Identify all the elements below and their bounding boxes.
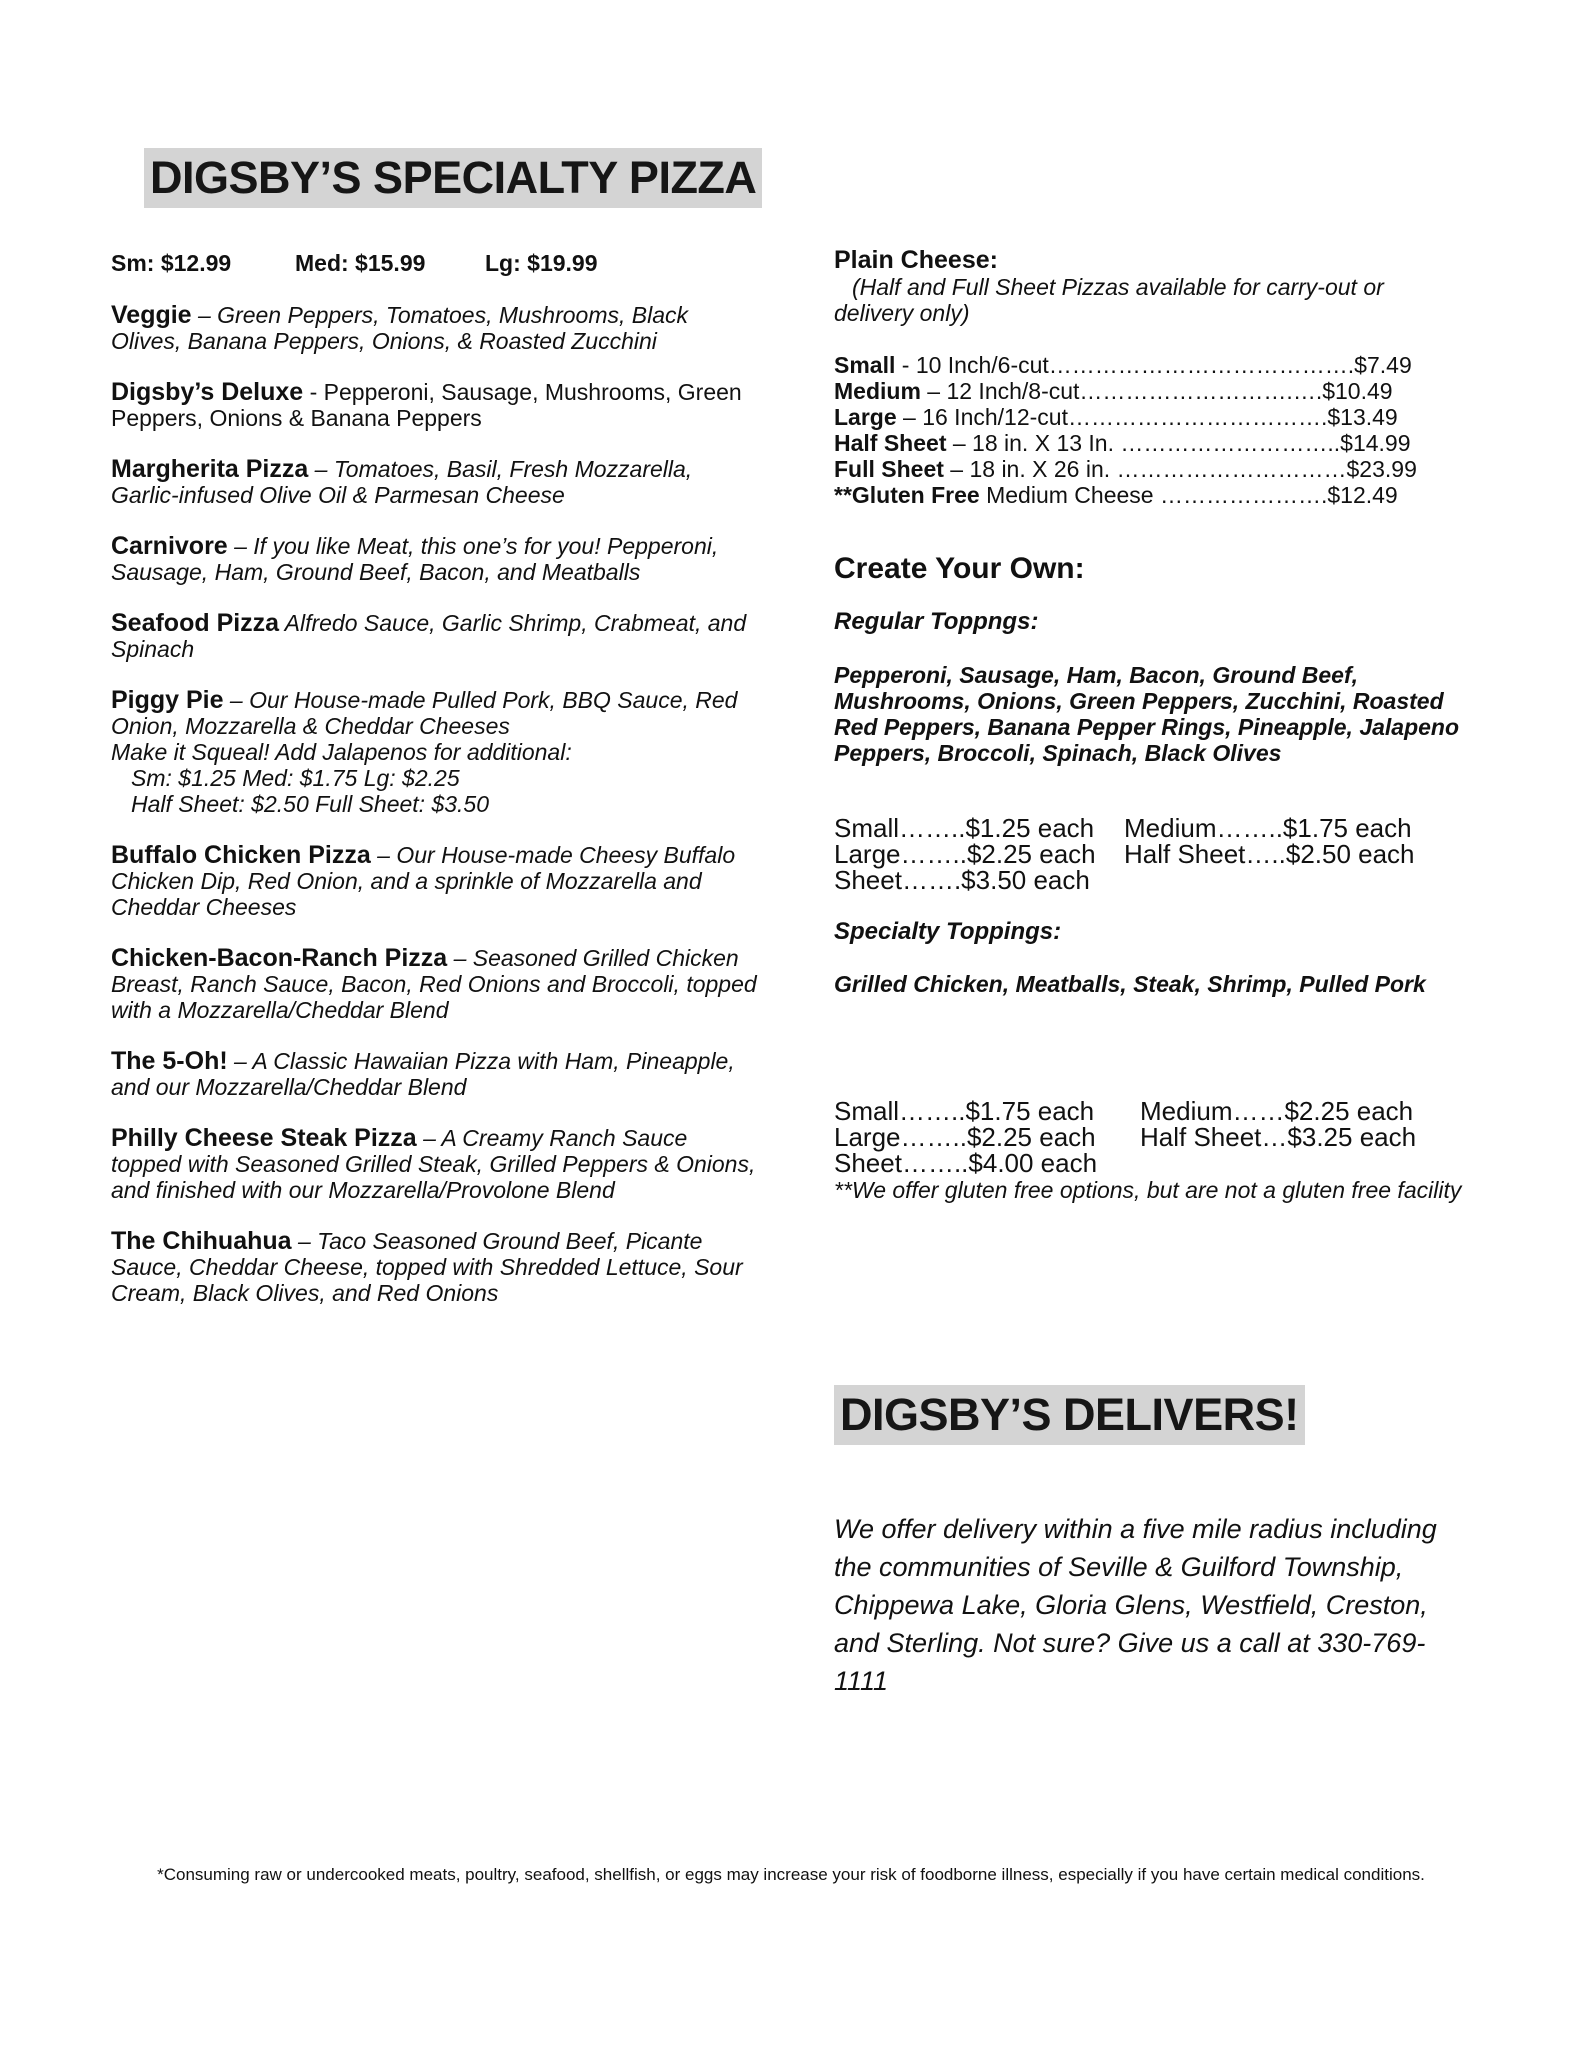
item-description: – A Classic Hawaiian Pizza with Ham, Pineapple, and our Mozzarella/Cheddar Blend xyxy=(111,1048,735,1100)
size-row-large xyxy=(834,404,1474,430)
price-large: Lg: $19.99 xyxy=(485,250,598,276)
size-label: **Gluten Free xyxy=(834,482,980,508)
plain-cheese-title: Plain Cheese: xyxy=(834,246,998,274)
food-safety-disclaimer: *Consuming raw or undercooked meats, poultry, seafood, shellfish, or eggs may increase your risk of foodborne illness, especially if you have certain medical conditions. xyxy=(157,1865,1425,1884)
delivery-info: We offer delivery within a five mile radius including the communities of Seville & Guilford Township, Chippewa Lake, Gloria Glens, Westfield, Creston, and Sterling. Not sure? Give us a call at 330-769-1111 xyxy=(834,1514,1437,1696)
item-description: – Our House-made Cheesy Buffalo Chicken Dip, Red Onion, and a sprinkle of Mozzarella and Cheddar Cheeses xyxy=(111,842,736,920)
item-name: Buffalo Chicken Pizza xyxy=(111,841,371,869)
size-row-small xyxy=(834,352,1474,378)
pizza-item-seafood xyxy=(111,610,761,662)
item-description: – Green Peppers, Tomatoes, Mushrooms, Black Olives, Banana Peppers, Onions, & Roasted Zucchini xyxy=(111,302,689,354)
jalapeno-addon-prices-2: Half Sheet: $2.50 Full Sheet: $3.50 xyxy=(131,791,490,817)
item-name: Piggy Pie xyxy=(111,686,224,714)
item-description: – Seasoned Grilled Chicken Breast, Ranch Sauce, Bacon, Red Onions and Broccoli, topped with a Mozzarella/Cheddar Blend xyxy=(111,945,757,1023)
item-name: Digsby’s Deluxe xyxy=(111,378,304,406)
regular-price-half-sheet: Half Sheet…..$2.50 each xyxy=(1124,839,1415,869)
item-description: – Taco Seasoned Ground Beef, Picante Sauce, Cheddar Cheese, topped with Shredded Lettuce, Sour Cream, Black Olives, and Red Onions xyxy=(111,1228,743,1306)
pizza-item-chicken-bacon-ranch xyxy=(111,945,761,1023)
size-price: – 18 in. X 13 In. ………………………..$14.99 xyxy=(946,430,1411,456)
size-label: Medium xyxy=(834,378,921,404)
item-name: The Chihuahua xyxy=(111,1227,292,1255)
item-description: – Our House-made Pulled Pork, BBQ Sauce, Red Onion, Mozzarella & Cheddar Cheeses xyxy=(111,687,738,739)
create-your-own-title: Create Your Own: xyxy=(834,552,1085,585)
specialty-price-sheet: Sheet……..$4.00 each xyxy=(834,1148,1098,1178)
regular-toppings-title: Regular Toppngs: xyxy=(834,608,1039,635)
plain-cheese-note-1: (Half and Full Sheet Pizzas available for carry-out or xyxy=(852,274,1384,300)
size-price: – 12 Inch/8-cut……………………….….$10.49 xyxy=(920,378,1393,404)
size-row-half-sheet xyxy=(834,430,1474,456)
item-description: Alfredo Sauce, Garlic Shrimp, Crabmeat, and Spinach xyxy=(111,610,747,662)
size-price: – 16 Inch/12-cut…………………………….$13.49 xyxy=(896,404,1398,430)
right-column xyxy=(834,0,1474,1696)
size-price: Medium Cheese ………………….$12.49 xyxy=(979,482,1398,508)
size-row-medium xyxy=(834,378,1474,404)
pizza-item-piggy-pie xyxy=(111,687,761,817)
specialty-price-line xyxy=(111,248,598,278)
item-name: Veggie xyxy=(111,301,192,329)
price-small: Sm: $12.99 xyxy=(111,250,232,276)
regular-toppings-prices xyxy=(834,815,1474,893)
gluten-free-note: **We offer gluten free options, but are not a gluten free facility xyxy=(834,1177,1462,1203)
specialty-toppings-prices xyxy=(834,1098,1474,1176)
plain-cheese-section xyxy=(834,246,1474,326)
item-name: Philly Cheese Steak Pizza xyxy=(111,1124,417,1152)
size-row-gluten-free xyxy=(834,482,1474,508)
item-name: Chicken-Bacon-Ranch Pizza xyxy=(111,944,448,972)
pizza-item-buffalo-chicken xyxy=(111,842,761,920)
size-label: Small xyxy=(834,352,896,378)
pizza-item-carnivore xyxy=(111,533,761,585)
size-label: Large xyxy=(834,404,897,430)
plain-cheese-sizes xyxy=(834,352,1474,508)
size-row-full-sheet xyxy=(834,456,1474,482)
regular-price-small: Small……..$1.25 each xyxy=(834,813,1095,843)
item-name: Carnivore xyxy=(111,532,228,560)
specialty-toppings-list: Grilled Chicken, Meatballs, Steak, Shrimp, Pulled Pork xyxy=(834,971,1426,997)
item-name: Seafood Pizza xyxy=(111,609,280,637)
size-price: - 10 Inch/6-cut………………………………….$7.49 xyxy=(895,352,1412,378)
regular-toppings-list: Pepperoni, Sausage, Ham, Bacon, Ground Beef, Mushrooms, Onions, Green Peppers, Zucchini, Roasted Red Peppers, Banana Pepper Rings, Pineapple, Jalapeno Peppers, Broccoli, Spinach, Black Olives xyxy=(834,662,1460,766)
item-description: - Pepperoni, Sausage, Mushrooms, Green Peppers, Onions & Banana Peppers xyxy=(111,379,742,431)
pizza-item-philly-cheese-steak xyxy=(111,1125,761,1203)
regular-price-medium: Medium……..$1.75 each xyxy=(1124,813,1412,843)
size-label: Half Sheet xyxy=(834,430,947,456)
pizza-list xyxy=(111,302,761,1331)
pizza-item-veggie xyxy=(111,302,761,354)
size-label: Full Sheet xyxy=(834,456,944,482)
price-medium: Med: $15.99 xyxy=(295,250,426,276)
jalapeno-addon-note: Make it Squeal! Add Jalapenos for additional: xyxy=(111,739,572,765)
specialty-price-medium: Medium……$2.25 each xyxy=(1140,1096,1414,1126)
item-name: Margherita Pizza xyxy=(111,455,309,483)
pizza-item-margherita xyxy=(111,456,761,508)
pizza-item-chihuahua xyxy=(111,1228,761,1306)
delivers-title: DIGSBY’S DELIVERS! xyxy=(834,1385,1305,1445)
item-description: – If you like Meat, this one’s for you! Pepperoni, Sausage, Ham, Ground Beef, Bacon, and Meatballs xyxy=(111,533,719,585)
specialty-price-half-sheet: Half Sheet…$3.25 each xyxy=(1140,1122,1417,1152)
regular-price-large: Large……..$2.25 each xyxy=(834,839,1096,869)
regular-price-sheet: Sheet…….$3.50 each xyxy=(834,865,1090,895)
item-description: – Tomatoes, Basil, Fresh Mozzarella, Garlic-infused Olive Oil & Parmesan Cheese xyxy=(111,456,693,508)
item-description: – A Creamy Ranch Sauce topped with Seasoned Grilled Steak, Grilled Peppers & Onions, and finished with our Mozzarella/Provolone Blend xyxy=(111,1125,756,1203)
plain-cheese-note-2: delivery only) xyxy=(834,300,970,326)
pizza-item-deluxe xyxy=(111,379,761,431)
jalapeno-addon-prices-1: Sm: $1.25 Med: $1.75 Lg: $2.25 xyxy=(131,765,460,791)
specialty-price-large: Large……..$2.25 each xyxy=(834,1122,1096,1152)
specialty-toppings-title: Specialty Toppings: xyxy=(834,918,1062,945)
pizza-item-5-oh xyxy=(111,1048,761,1100)
size-price: – 18 in. X 26 in. …………………………$23.99 xyxy=(943,456,1417,482)
item-name: The 5-Oh! xyxy=(111,1047,228,1075)
specialty-price-small: Small……..$1.75 each xyxy=(834,1096,1095,1126)
specialty-pizza-title: DIGSBY’S SPECIALTY PIZZA xyxy=(144,148,762,208)
